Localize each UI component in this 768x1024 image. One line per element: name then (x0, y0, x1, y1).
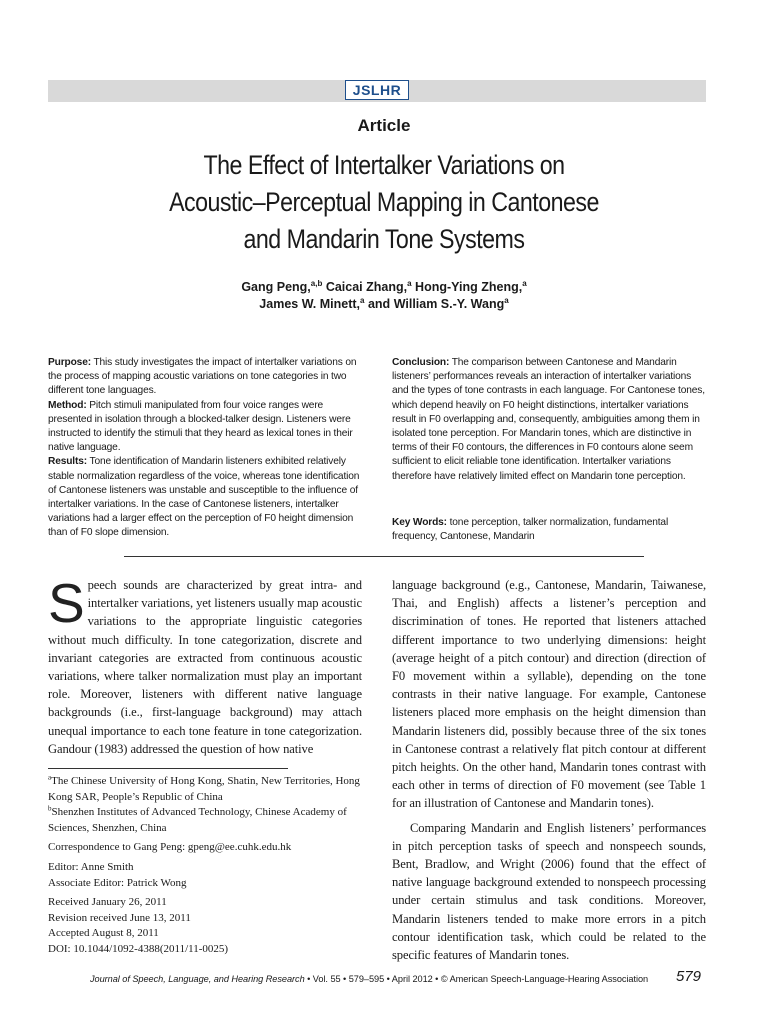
editor: Editor: Anne Smith (48, 860, 134, 873)
affiliation-text: The Chinese University of Hong Kong, Shatin, New Territories, Hong Kong SAR, People’s Republic of China (48, 775, 360, 803)
abstract-label: Conclusion: (392, 357, 450, 368)
abstract-label: Method: (48, 399, 87, 411)
author-name: Caicai Zhang, (325, 280, 408, 294)
footnotes (48, 774, 364, 958)
affiliation-mark: a (48, 773, 52, 782)
body-right-column (392, 576, 706, 964)
revision-date: Revision received June 13, 2011 (48, 911, 191, 924)
body-left-column (48, 572, 362, 758)
abstract-results (48, 455, 368, 540)
affiliation-b (48, 805, 364, 836)
abstract-label: Results: (48, 456, 87, 468)
title-line: The Effect of Intertalker Variations on (203, 150, 565, 180)
author-affiliation-mark: a,b (310, 278, 323, 288)
affiliation-a (48, 774, 364, 805)
footer-details: • Vol. 55 • 579–595 • April 2012 • © American Speech-Language-Hearing Association (304, 974, 649, 984)
body-paragraph: language background (e.g., Cantonese, Mandarin, Taiwanese, Thai, and English) affects a listener’s perception and discrimination of tones. He reported that listeners attached different importance to two underlying dimensions: height (average height of a pitch contour) and direction (direction of F0 movement within a syllable), depending on the tone contrasts in their native language. For example, Cantonese listeners placed more emphasis on the height dimension than Mandarin listeners did, possibly because three of the six tones in Cantonese contrast a relatively flat pitch contour at different pitch heights. On the other hand, Mandarin tones contrast with each other in terms of direction of F0 movement (see Table 1 for an illustration of Cantonese and Mandarin tones). (392, 578, 706, 811)
abstract-right-column (392, 356, 710, 484)
title-line: and Mandarin Tone Systems (243, 224, 525, 254)
affiliation-text: Shenzhen Institutes of Advanced Technology, Chinese Academy of Sciences, Shenzhen, China (48, 806, 347, 834)
article-type-label: Article (357, 116, 411, 135)
abstract-label: Purpose: (48, 357, 91, 368)
correspondence: Correspondence to Gang Peng: gpeng@ee.cuhk.edu.hk (48, 841, 292, 854)
keywords (392, 516, 710, 544)
authors-conjunction: and (367, 297, 391, 311)
received-date: Received January 26, 2011 (48, 896, 167, 909)
author-name: Hong-Ying Zheng, (415, 280, 523, 294)
author-affiliation-mark: a (522, 278, 527, 288)
paper-title (140, 147, 628, 258)
affiliation-mark: b (48, 804, 52, 813)
abstract-text: The comparison between Cantonese and Mandarin listeners’ performances reveals an interaction of intertalker variations and the types of tone contrasts in each language. For Cantonese tones, which depend heavily on F0 height distinctions, intertalker variations result in F0 overlapping and, consequently, ambiguities among them in isolated tone perception. For Mandarin tones, which are distinctive in terms of their F0 contours, the differences in F0 contours alone seem sufficient to elicit reliable tone identification. Intertalker variations therefore have relatively limited effect on Mandarin tone perception. (392, 357, 705, 482)
author-list (80, 279, 688, 313)
footer-journal-name: Journal of Speech, Language, and Hearing Research (90, 974, 305, 984)
author-affiliation-mark: a (360, 295, 365, 305)
journal-tag: JSLHR (345, 80, 409, 100)
associate-editor: Associate Editor: Patrick Wong (48, 876, 187, 889)
abstract-text: Tone identification of Mandarin listeners exhibited relatively stable normalization regardless of the voice, whereas tone identification of Cantonese listeners was unstable and susceptible to the influence of intertalker variations. In the case of Cantonese listeners, intertalker variations had a larger effect on the perception of F0 height dimension than of F0 slope dimension. (48, 456, 360, 539)
keywords-label: Key Words: (392, 517, 447, 528)
abstract-divider (124, 556, 644, 557)
title-line: Acoustic–Perceptual Mapping in Cantonese (169, 187, 599, 217)
author-affiliation-mark: a (504, 295, 509, 305)
body-paragraph (48, 572, 362, 758)
author-name: Gang Peng, (241, 280, 311, 294)
doi: DOI: 10.1044/1092-4388(2011/11-0025) (48, 942, 229, 955)
paragraph-text: peech sounds are characterized by great intra- and intertalker variations, yet listeners usually map acoustic variations to the appropriate linguistic categories without much difficulty. In tone categorization, discrete and invariant categories are extracted from continuous acoustic variations, where talker normalization must play an important role. Moreover, listeners with different native language backgrounds (i.e., first-language background) may attach unequal importance to each tone feature in tone categorization. Gandour (1983) addressed the question of how native (48, 578, 362, 756)
abstract-method (48, 399, 368, 456)
page-footer (90, 974, 660, 984)
abstract-purpose (48, 356, 368, 399)
author-name: William S.-Y. Wang (393, 297, 505, 311)
drop-cap: S (48, 572, 85, 634)
abstract-text: Pitch stimuli manipulated from four voice ranges were presented in isolation through a blocked-talker design. Listeners were instructed to identify the stimuli that they heard as lexical tones in their native language. (48, 399, 353, 454)
body-paragraph: Comparing Mandarin and English listeners’ performances in pitch perception tasks of speech and nonspeech sounds, Bent, Bradlow, and Wright (2006) found that the effect of native language background extended to nonspeech processing under certain stimulus and task conditions. Moreover, Mandarin listeners tended to make more errors in a pitch contour identification task, which could be related to the specific features of Mandarin tones. (392, 820, 706, 963)
abstract-text: This study investigates the impact of intertalker variations on the process of mapping acoustic variations on tone categories in two different tone languages. (48, 357, 357, 397)
page-number: 579 (676, 968, 702, 985)
footnote-divider (48, 768, 288, 769)
keywords-text: tone perception, talker normalization, fundamental frequency, Cantonese, Mandarin (392, 517, 669, 543)
abstract-conclusion (392, 356, 710, 484)
accepted-date: Accepted August 8, 2011 (48, 927, 159, 940)
author-affiliation-mark: a (407, 278, 412, 288)
author-name: James W. Minett, (259, 297, 361, 311)
abstract-left-column (48, 356, 368, 541)
